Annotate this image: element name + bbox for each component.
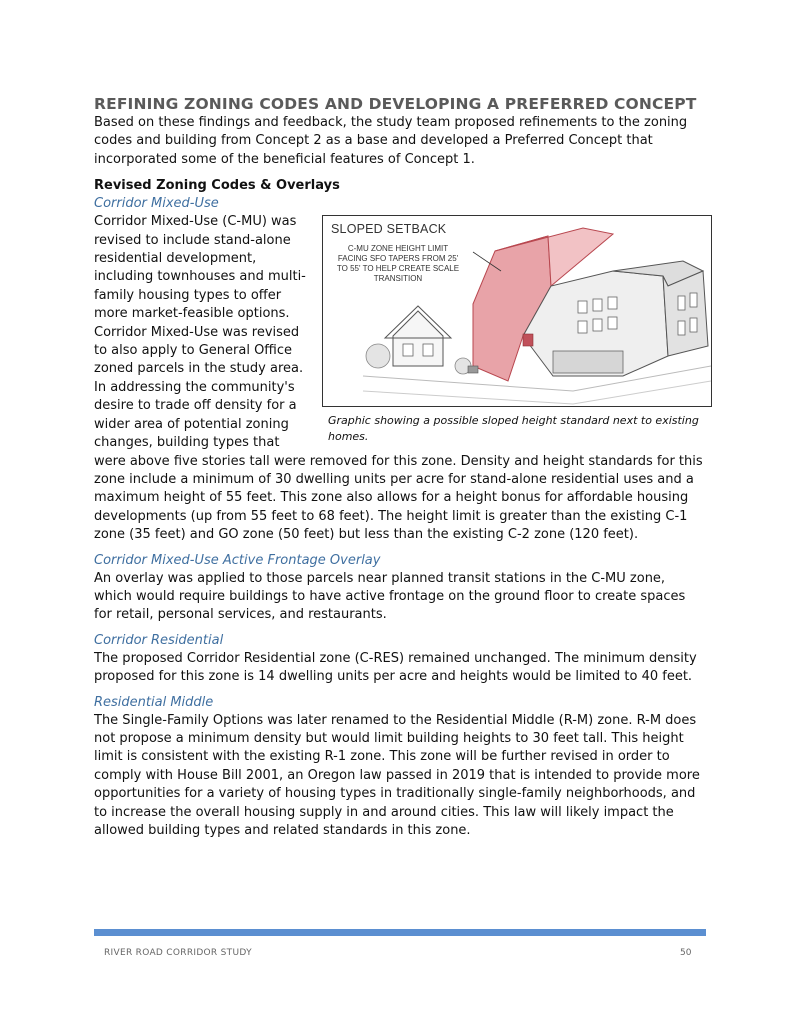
document-page [94,94,706,840]
figure-title: SLOPED SETBACK [331,222,447,237]
figure-note: C-MU ZONE HEIGHT LIMIT FACING SFO TAPERS FROM 25' TO 55' TO HELP CREATE SCALE TRANSITION [336,244,460,284]
section-heading-residential-middle: Residential Middle [94,694,214,710]
section-heading-cmu: Corridor Mixed-Use [94,196,219,212]
building-illustration [323,216,711,406]
sloped-setback-figure [322,215,712,445]
figure-illustration [322,215,712,407]
footer-study-name: RIVER ROAD CORRIDOR STUDY [104,948,252,958]
cmu-paragraph: Corridor Mixed-Use (C-MU) was revised to include stand-alone residential development, including townhouses and multi-family housing types to offer more market-feasible options. Corridor Mixed-Use was revised to also apply to General Office zoned parcels in the study area. In addressing the community's desire to trade off density for a wider area of potential zoning changes, building types that were above five stories tall were removed for this zone. Density and height standards for this zone include a minimum of 30 dwelling units per acre for stand-alone residential uses and a maximum height of 55 feet. This zone also allows for a height bonus for affordable housing developments (up from 55 feet to 68 feet). The height limit is greater than the existing C-1 zone (35 feet) and GO zone (50 feet) but less than the existing C-2 zone (120 feet). [94,214,703,543]
corridor-residential-paragraph: The proposed Corridor Residential zone (C-RES) remained unchanged. The minimum density proposed for this zone is 14 dwelling units per acre and heights would be limited to 40 feet. [94,650,697,685]
section-title: REFINING ZONING CODES AND DEVELOPING A PREFERRED CONCEPT [94,95,697,113]
section-heading-corridor-residential: Corridor Residential [94,632,224,648]
residential-middle-paragraph: The Single-Family Options was later renamed to the Residential Middle (R-M) zone. R-M does not propose a minimum density but would limit building heights to 30 feet tall. This height limit is consistent with the existing R-1 zone. This zone will be further revised in order to comply with House Bill 2001, an Oregon law passed in 2019 that is intended to provide more opportunities for a variety of housing types in traditionally single-family neighborhoods, and to increase the overall housing supply in and around cities. This law will likely impact the allowed building types and related standards in this zone. [94,712,700,838]
section-heading-active-frontage: Corridor Mixed-Use Active Frontage Overlay [94,552,381,568]
footer-page-number: 50 [680,948,692,958]
footer-bar [94,929,706,936]
figure-caption: Graphic showing a possible sloped height standard next to existing homes. [328,414,699,444]
intro-paragraph: Based on these findings and feedback, the study team proposed refinements to the zoning codes and building from Concept 2 as a base and developed a Preferred Concept that incorporated some of the beneficial features of Concept 1. [94,115,688,167]
active-frontage-paragraph: An overlay was applied to those parcels near planned transit stations in the C-MU zone, which would require buildings to have active frontage on the ground floor to create spaces for retail, personal services, and restaurants. [94,570,686,623]
revised-heading: Revised Zoning Codes & Overlays [94,178,340,194]
